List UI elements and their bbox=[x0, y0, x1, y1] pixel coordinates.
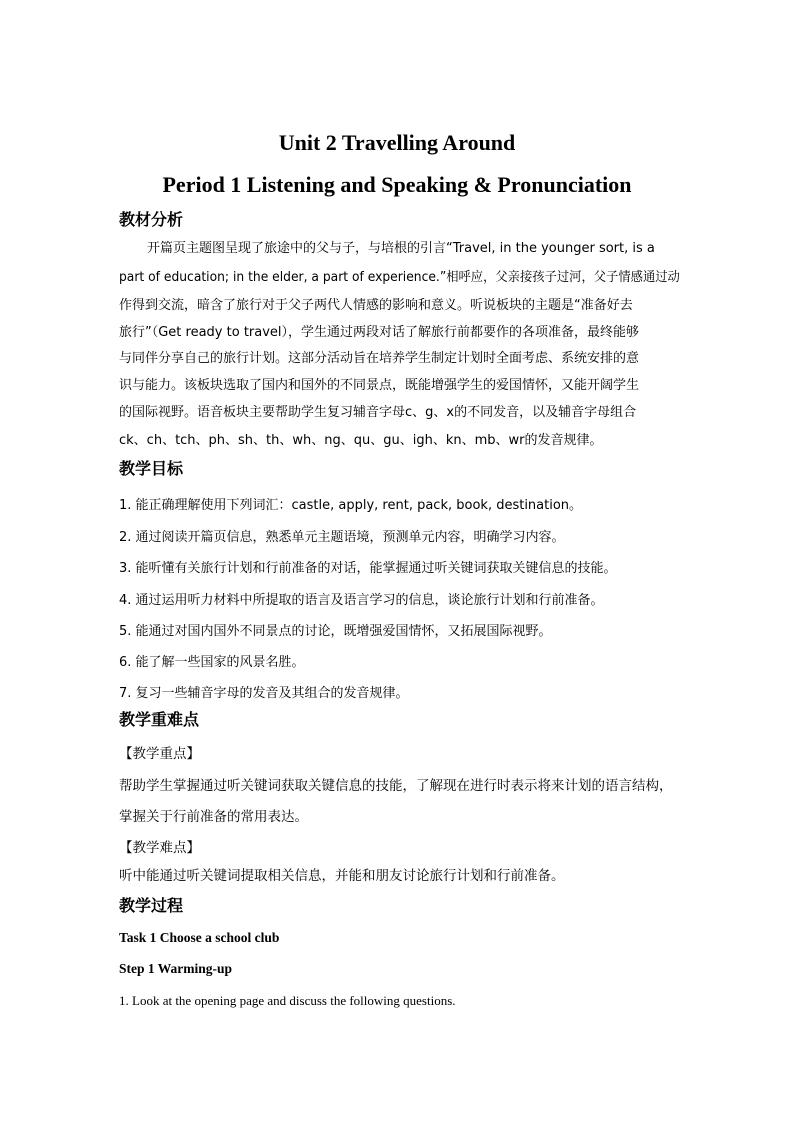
analysis-line: 作得到交流，暗含了旅行对于父子两代人情感的影响和意义。听说板块的主题是“准备好去 bbox=[119, 298, 633, 313]
analysis-line: 与同伴分享自己的旅行计划。这部分活动旨在培养学生制定计划时全面考虑、系统安排的意 bbox=[119, 351, 640, 366]
process-heading: 教学过程 bbox=[119, 898, 184, 915]
objective-item: 4. 通过运用听力材料中所提取的语言及语言学习的信息，谈论旅行计划和行前准备。 bbox=[119, 593, 604, 608]
analysis-line: 旅行”（Get ready to travel），学生通过两段对话了解旅行前都要作的各项准备，最终能够 bbox=[119, 325, 640, 340]
objective-item: 6. 能了解一些国家的风景名胜。 bbox=[119, 655, 305, 670]
objective-item: 7. 复习一些辅音字母的发音及其组合的发音规律。 bbox=[119, 686, 409, 701]
key-points-heading: 教学重难点 bbox=[119, 712, 200, 729]
step-title: Step 1 Warming-up bbox=[119, 961, 233, 976]
objective-item: 1. 能正确理解使用下列词汇：castle, apply, rent, pack, book, destination。 bbox=[119, 498, 583, 513]
analysis-line: ck、ch、tch、ph、sh、th、wh、ng、qu、gu、igh、kn、mb、wr的发音规律。 bbox=[119, 433, 603, 448]
objective-item: 5. 能通过对国内国外不同景点的讨论，既增强爱国情怀，又拓展国际视野。 bbox=[119, 624, 552, 639]
objective-item: 3. 能听懂有关旅行计划和行前准备的对话，能掌握通过听关键词获取关键信息的技能。 bbox=[119, 561, 617, 576]
objectives-heading: 教学目标 bbox=[119, 461, 184, 478]
analysis-line: 开篇页主题图呈现了旅途中的父与子，与培根的引言“Travel, in the younger sort, is a bbox=[147, 241, 655, 256]
unit-title: Unit 2 Travelling Around bbox=[278, 130, 516, 155]
period-title: Period 1 Listening and Speaking & Pronunciation bbox=[162, 172, 632, 197]
analysis-line: part of education; in the elder, a part of experience.”相呼应，父亲接孩子过河，父子情感通过动 bbox=[119, 270, 680, 285]
analysis-line: 识与能力。该板块选取了国内和国外的不同景点，既能增强学生的爱国情怀，又能开阔学生 bbox=[119, 378, 640, 393]
focus-label: 【教学重点】 bbox=[119, 746, 200, 762]
focus-line: 帮助学生掌握通过听关键词获取关键信息的技能，了解现在进行时表示将来计划的语言结构， bbox=[119, 778, 673, 794]
focus-line: 掌握关于行前准备的常用表达。 bbox=[119, 809, 308, 825]
task-title: Task 1 Choose a school club bbox=[119, 930, 280, 945]
difficulty-line: 听中能通过听关键词提取相关信息，并能和朋友讨论旅行计划和行前准备。 bbox=[119, 868, 565, 884]
analysis-line: 的国际视野。语音板块主要帮助学生复习辅音字母c、g、x的不同发音，以及辅音字母组合 bbox=[119, 405, 637, 420]
objective-item: 2. 通过阅读开篇页信息，熟悉单元主题语境，预测单元内容，明确学习内容。 bbox=[119, 530, 565, 545]
difficulty-label: 【教学难点】 bbox=[119, 840, 200, 856]
step-item: 1. Look at the opening page and discuss the following questions. bbox=[119, 993, 456, 1008]
analysis-heading: 教材分析 bbox=[119, 212, 184, 229]
